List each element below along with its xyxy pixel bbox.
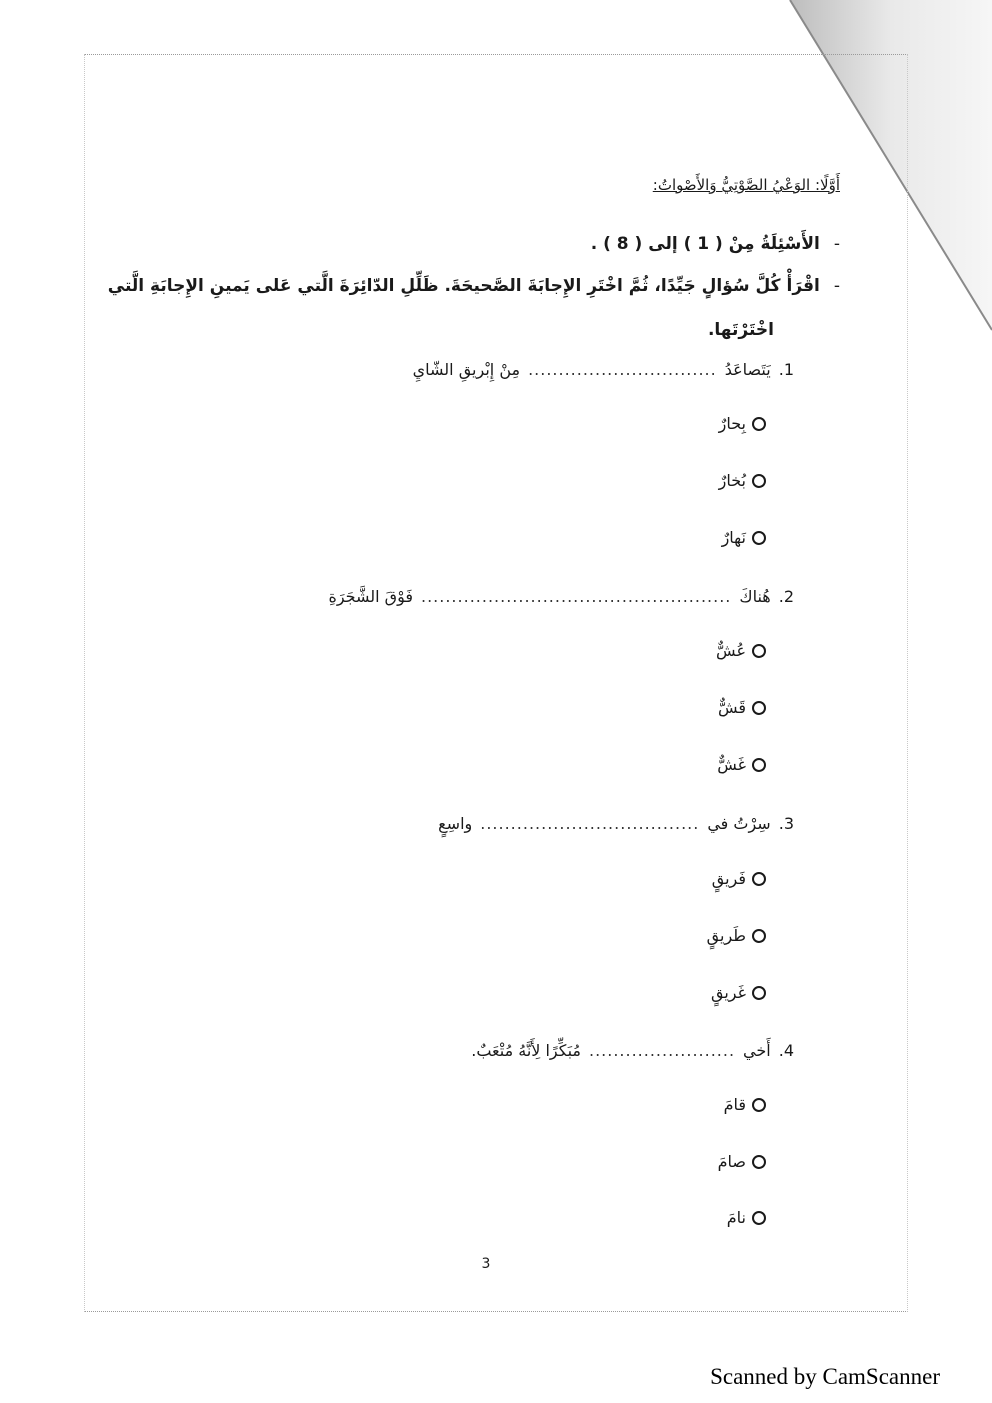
option-2c[interactable] [717, 755, 766, 774]
question-number: 3. [778, 814, 794, 833]
option-4a[interactable] [724, 1095, 766, 1114]
answer-circle-icon[interactable] [752, 1211, 766, 1225]
question-text-before: سِرْتُ في [707, 814, 771, 833]
option-label: بِحارٌ [718, 414, 746, 433]
option-3c[interactable] [711, 983, 766, 1002]
option-label: صامَ [717, 1152, 746, 1171]
answer-circle-icon[interactable] [752, 872, 766, 886]
option-3a[interactable] [712, 869, 766, 888]
option-1b[interactable] [719, 471, 766, 490]
answer-circle-icon[interactable] [752, 758, 766, 772]
instruction-2-text: اقْرَأْ كُلَّ سُؤالٍ جَيِّدًا، ثُمَّ اخْتَرِ الإِجابَةَ الصَّحيحَةَ. ظَلِّلِ الدّائِرَةَ الَّتي عَلى يَمينِ الإِجابَةِ الَّتي [107, 276, 820, 296]
instruction-2: - اقْرَأْ كُلَّ سُؤالٍ جَيِّدًا، ثُمَّ اخْتَرِ الإِجابَةَ الصَّحيحَةَ. ظَلِّلِ الدّائِرَةَ الَّتي عَلى يَمينِ الإِجابَةِ الَّتي [107, 276, 840, 296]
question-text-before: هُناكَ [739, 587, 771, 606]
option-3b[interactable] [707, 926, 766, 945]
scanner-footer: Scanned by CamScanner [710, 1364, 940, 1389]
answer-circle-icon[interactable] [752, 644, 766, 658]
question-2 [328, 587, 794, 606]
answer-circle-icon[interactable] [752, 1155, 766, 1169]
question-4 [471, 1041, 794, 1060]
section-heading: أَوَّلًا: الوَعْيُ الصَّوْتِيُّ وَالأَصْواتُ: [652, 176, 840, 194]
instruction-2-continued: اخْتَرْتَها. [707, 320, 774, 340]
option-label: قامَ [723, 1095, 746, 1114]
option-label: عُشٌّ [716, 641, 746, 660]
answer-circle-icon[interactable] [752, 531, 766, 545]
question-3 [438, 814, 794, 833]
answer-blank: ................................................... [421, 587, 732, 606]
answer-blank: ............................... [528, 360, 717, 379]
question-text-before: أَخي [743, 1041, 771, 1060]
answer-circle-icon[interactable] [752, 417, 766, 431]
question-text-after: واسِعٍ [438, 814, 473, 833]
option-4c[interactable] [727, 1208, 766, 1227]
question-text-before: يَتَصاعَدُ [724, 360, 771, 379]
question-number: 1. [778, 360, 794, 379]
option-label: غَريقٍ [711, 983, 746, 1002]
answer-circle-icon[interactable] [752, 701, 766, 715]
question-text-after: فَوْقَ الشَّجَرَةِ [328, 587, 413, 606]
answer-circle-icon[interactable] [752, 929, 766, 943]
option-label: نَهارٌ [721, 528, 746, 547]
option-2a[interactable] [716, 641, 766, 660]
answer-blank: ........................ [588, 1041, 736, 1060]
page-number: 3 [481, 1256, 491, 1272]
option-label: غَشٌّ [717, 755, 746, 774]
option-4b[interactable] [718, 1152, 766, 1171]
question-text-after: مُبَكِّرًا لِأَنَّهُ مُتْعَبٌ. [471, 1041, 581, 1060]
instruction-1: - الأَسْئِلَةُ مِنْ ( 1 ) إلى ( 8 ) . [590, 234, 840, 254]
answer-circle-icon[interactable] [752, 986, 766, 1000]
question-text-after: مِنْ إِبْريقِ الشّايِ [412, 360, 521, 379]
answer-blank: .................................... [480, 814, 700, 833]
question-1 [413, 360, 794, 379]
option-label: طَريقٍ [706, 926, 746, 945]
answer-circle-icon[interactable] [752, 1098, 766, 1112]
instruction-1-text: الأَسْئِلَةُ مِنْ ( 1 ) إلى ( 8 ) . [590, 234, 820, 254]
option-label: قَشٌّ [717, 698, 746, 717]
answer-circle-icon[interactable] [752, 474, 766, 488]
question-number: 2. [778, 587, 794, 606]
option-label: فَريقٍ [711, 869, 746, 888]
option-1a[interactable] [719, 414, 766, 433]
option-2b[interactable] [718, 698, 766, 717]
option-label: بُخارٌ [718, 471, 746, 490]
option-1c[interactable] [722, 528, 766, 547]
question-number: 4. [778, 1041, 794, 1060]
option-label: نامَ [726, 1208, 746, 1227]
